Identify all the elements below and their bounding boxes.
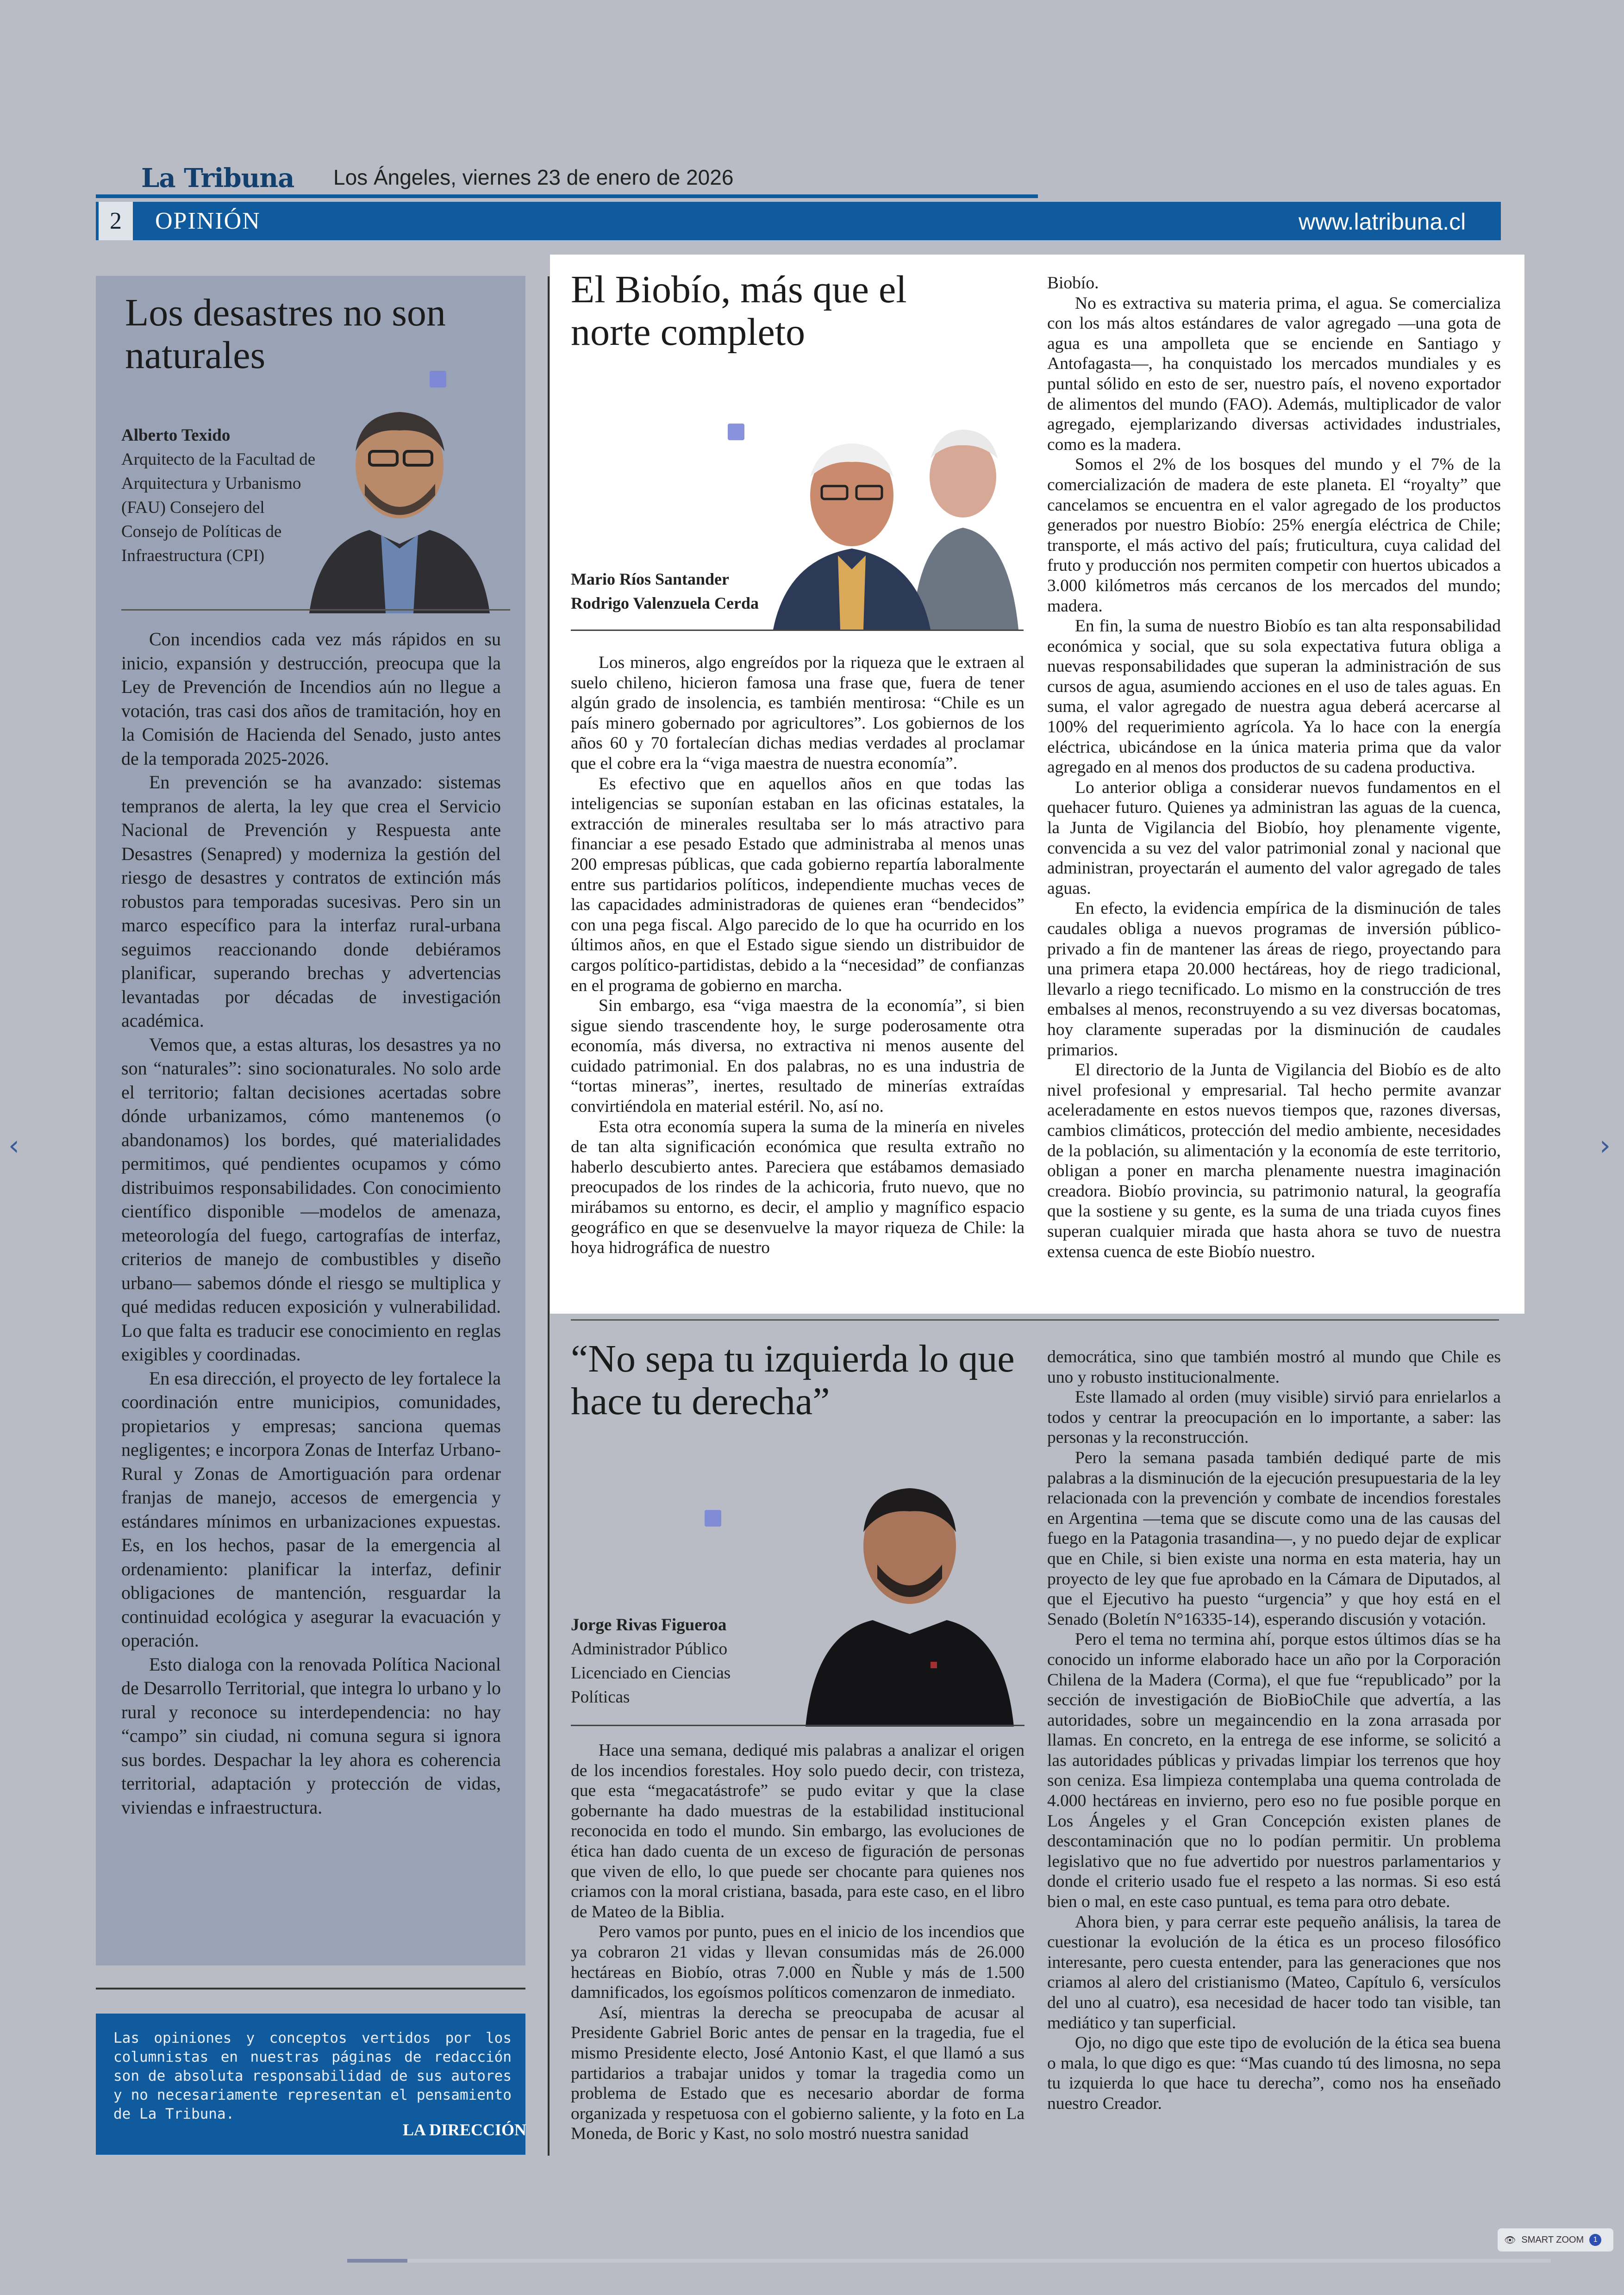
divider <box>571 1319 1499 1321</box>
article1-author: Rodrigo Valenzuela Cerda <box>571 594 759 612</box>
header-rule <box>96 194 1038 198</box>
article2-title: “No sepa tu izquierda lo que hace tu derecha” <box>571 1337 1015 1423</box>
paragraph: Así, mientras la derecha se preocupaba de acusar al Presidente Gabriel Boric antes de pensar en la tragedia, fue el mismo Presidente electo, José Antonio Kast, el que llamó a sus partidarios a trabajar unidos y tomar la tragedia como un problema de Estado que es necesario abordar de forma organizada y respetuosa con el gobierno saliente, y la foto en La Moneda, de Boric y Kast, no solo mostró nuestra sanidad <box>571 2003 1024 2144</box>
smart-zoom-button[interactable] <box>1498 2228 1613 2251</box>
article2-author-photo <box>792 1467 1025 1727</box>
paragraph: Pero vamos por punto, pues en el inicio de los incendios que ya cobraron 21 vidas y llevan consumidas más de 26.000 hectáreas en Biobío, otras 7.000 en Ñuble y más de 1.500 damnificados, los egoísmos políticos comenzaron de inmediato. <box>571 1922 1024 2002</box>
article1-body-col1 <box>571 653 1024 1258</box>
left-article-body <box>121 627 501 1819</box>
paragraph: Este llamado al orden (muy visible) sirvió para enrielarlos a todos y centrar la preocupación en lo importante, a saber: las personas y la reconstrucción. <box>1047 1388 1501 1447</box>
paragraph: Ojo, no digo que este tipo de evolución de la ética sea buena o mala, lo que digo es que: “Mas cuando tú des limosna, no sepa tu izquierda lo que hace tu derecha”, como nos ha enseñado nuestro Creador. <box>1047 2033 1501 2113</box>
paragraph: Pero el tema no termina ahí, porque estos últimos días se ha conocido un informe elaborado hace un año por la Corporación Chilena de la Madera (Corma), el que fue “republicado” por la sección de investigación de BioBioChile que advertía, a las autoridades, sobre un megaincendio en la zona arrasada por llamas. En concreto, en la entrega de ese informe, se solicitó a las autoridades públicas y privadas limpiar los terrenos que hoy son ceniza. Esa limpieza contemplaba una quema controlada de 4.000 hectáreas en invierno, pero eso no fue posible porque en Los Ángeles y el Gran Concepción existen planes de descontaminación que no lo podían permitir. Un problema legislativo que no fue advertido por nuestros parlamentarios y donde el criterio usado fue el respeto a las normas. Si eso está bien o mal, en este caso puntual, es tema para otro debate. <box>1047 1630 1501 1912</box>
previous-page-icon[interactable]: ‹ <box>8 1129 19 1162</box>
eye-icon: 👁 <box>1504 2235 1516 2245</box>
article2-author-block <box>571 1613 788 1709</box>
paragraph: Ahora bien, y para cerrar este pequeño análisis, la tarea de cuestionar la evolución de la ética es un proceso filosófico interesante, pero cuesta entender, para las generaciones que nos criamos al alero del cristianismo (Mateo, Capítulo 6, versículos del uno al cuatro), esa necesidad de hacer todo tan visible, tan mediático y tan superficial. <box>1047 1912 1501 2033</box>
article1-title: El Biobío, más que el norte completo <box>571 268 907 354</box>
article1-body-col2 <box>1047 273 1501 1262</box>
left-article-title: Los desastres no son naturales <box>125 291 446 377</box>
next-page-icon[interactable]: › <box>1599 1129 1611 1162</box>
section-bar <box>96 202 1501 240</box>
column-divider <box>548 276 550 2156</box>
paragraph: Lo anterior obliga a considerar nuevos fundamentos en el quehacer futuro. Quienes ya administran las aguas de la cuenca, la Junta de Vigilancia del Biobío, hoy plenamente vigente, convencida a su vez del valor patrimonial zonal y nacional que administran, proyectarán el aumento del valor agregado de tales aguas. <box>1047 778 1501 898</box>
paragraph: El directorio de la Junta de Vigilancia del Biobío es de alto nivel profesional y empresarial. Tal hecho permite avanzar aceleradamente en estos nuevos tiempos que, razones diversas, cambios climáticos, protección del medio ambiente, necesidades de la población, su alimentación y la economía de este territorio, obligan a poner en marcha plenamente nuestra imaginación creadora. Biobío provincia, su patrimonio natural, la geografía que la sostiene y su gente, es la suma de una triada cuyos fines superan cualquier mirada que hasta ahora se tuvo de nuestra extensa cuenca de este Biobío nuestro. <box>1047 1060 1501 1261</box>
edit-marker-icon[interactable] <box>705 1510 721 1527</box>
article2-body-col2 <box>1047 1347 1501 2114</box>
paragraph: No es extractiva su materia prima, el agua. Se comercializa con los más altos estándares de valor agregado —una gota de agua es una ampolleta que se enciende en Santiago y Antofagasta—, ha conquistado los mercados mundiales y es puntal sólido en esto de ser, nuestro país, el noveno exportador de alimentos del mundo (FAO). Además, multiplicador de valor agregado, ejemplarizando diversas actividades industriales, como es la madera. <box>1047 293 1501 454</box>
article2-author-bio: Administrador Público Licenciado en Ciencias Políticas <box>571 1640 731 1707</box>
paragraph: Biobío. <box>1047 274 1099 293</box>
paragraph: Esta otra economía supera la suma de la minería en niveles de tan alta significación económica que resulta extraño no haberlo descubierto antes. Pareciera que estábamos demasiado preocupados de los rindes de la achicoria, fruto nuevo, que no mirábamos su entorno, es decir, el amplio y magnífico espacio geográfico en que se desenvuelve la mayor riqueza de Chile: la hoya hidrográfica de nuestro <box>571 1117 1024 1258</box>
smart-zoom-label: SMART ZOOM <box>1521 2234 1584 2245</box>
divider <box>571 630 1024 631</box>
article1-authors-photo <box>745 417 1025 630</box>
edit-marker-icon[interactable] <box>430 371 446 387</box>
site-url[interactable]: www.latribuna.cl <box>1299 209 1466 235</box>
divider <box>96 1988 525 1989</box>
dateline: Los Ángeles, viernes 23 de enero de 2026 <box>333 165 734 189</box>
paragraph: Esto dialoga con la renovada Política Nacional de Desarrollo Territorial, que integra lo urbano y lo rural y reconoce su interdependencia: no hay “campo” sin ciudad, ni comuna segura si ignora sus bordes. Despachar la ley ahora es coherencia territorial, adaptación y protección de vidas, viviendas e infraestructura. <box>121 1653 501 1818</box>
paragraph: Con incendios cada vez más rápidos en su inicio, expansión y destrucción, preocupa que la Ley de Prevención de Incendios aún no llegue a votación, tras casi dos años de tramitación, hoy en la Comisión de Hacienda del Senado, justo antes de la temporada 2025-2026. <box>121 629 501 769</box>
article1-author: Mario Ríos Santander <box>571 570 729 588</box>
article1-authors <box>571 567 765 615</box>
divider <box>571 1725 1024 1726</box>
article2-author-name: Jorge Rivas Figueroa <box>571 1615 727 1634</box>
paragraph: Somos el 2% de los bosques del mundo y el 7% de la comercialización de madera de este planeta. El “royalty” que cancelamos se encuentra en el valor agregado de los productos generados por nuestro Biobío: 25% energía eléctrica de Chile; transporte, el más activo del país; fruticultura, cuya calidad del fruto y producción nos permiten competir con huertos ubicados a 3.000 kilómetros más cercanos de los mercados del mundo; madera. <box>1047 455 1501 616</box>
paragraph: Vemos que, a estas alturas, los desastres ya no son “naturales”: sino socionaturales. No solo arde el territorio; faltan decisiones acertadas sobre dónde urbanizamos, cómo mantenemos (o abandonamos) los bordes, qué materialidades permitimos, qué pendientes ocupamos y cómo distribuimos responsabilidades. Con conocimiento científico disponible —modelos de amenaza, meteorología del fuego, cartografías de interfaz, criterios de manejo de combustibles y diseño urbano— sabemos dónde el riesgo se multiplica y qué medidas reducen exposición y vulnerabilidad. Lo que falta es traducir ese conocimiento en reglas exigibles y coordinadas. <box>121 1034 501 1365</box>
paragraph: En prevención se ha avanzado: sistemas tempranos de alerta, la ley que crea el Servicio Nacional de Prevención y Respuesta ante Desastres (Senapred) y moderniza la gestión del riesgo de desastres y contratos de extinción más robustos para temporadas sucesivas. Pero sin un marco específico para la interfaz rural-urbana seguimos reaccionando donde debiéramos planificar, superando brechas y advertencias levantadas por décadas de investigación académica. <box>121 772 501 1031</box>
page-number: 2 <box>96 202 133 240</box>
paragraph: Es efectivo que en aquellos años en que todas las inteligencias se suponían estaban en las oficinas estatales, la extracción de minerales resultaba ser lo más atractivo para financiar a ese pesado Estado que administraba al menos unas 200 empresas públicas, que cada gobierno repartía laboralmente entre sus partidarios políticos, independiente muchas veces de las capacidades administradoras de quienes eran “bendecidos” con una pega fiscal. Algo parecido de lo que ha ocurrido en los últimos años, en que el Estado sigue siendo un distribuidor de cargos político-partidistas, debido a la “necesidad” de confianzas en el programa de gobierno en marcha. <box>571 774 1024 995</box>
page-progress-fill <box>347 2259 407 2263</box>
section-label: OPINIÓN <box>155 208 261 234</box>
edit-marker-icon[interactable] <box>728 424 744 440</box>
smart-zoom-badge: 1 <box>1589 2234 1601 2246</box>
disclaimer-signature: LA DIRECCIÓN <box>403 2120 527 2139</box>
newspaper-logo: La Tribuna <box>141 163 294 193</box>
article2-body-col1 <box>571 1740 1024 2144</box>
paragraph: En esa dirección, el proyecto de ley fortalece la coordinación entre municipios, comunidades, propietarios y empresas; sanciona quemas negligentes; e incorpora Zonas de Interfaz Urbano-Rural y Zonas de Amortiguación para ordenar franjas de manejo, accesos de emergencia y estándares mínimos en urbanizaciones expuestas. Es, en los hechos, pasar de la emergencia al ordenamiento: planificar la interfaz, definir obligaciones de mantención, resguardar la continuidad ecológica y asegurar la evacuación y operación. <box>121 1367 501 1651</box>
paragraph: Hace una semana, dediqué mis palabras a analizar el origen de los incendios forestales. Hoy solo puedo decir, con tristeza, que esta “megacatástrofe” se pudo evitar y que la clase gobernante ha dado muestras de la estabilidad institucional reconocida en todo el mundo. Sin embargo, las evoluciones de ética han dado cuenta de un exceso de figuración de personas que viven de ello, lo que puede ser chocante para quienes nos criamos con la moral cristiana, basada, para este caso, en el libro de Mateo de la Biblia. <box>571 1741 1024 1921</box>
paragraph: Los mineros, algo engreídos por la riqueza que le extraen al suelo chileno, hicieron famosa una frase que, fuera de tener algún grado de insolencia, es también mentirosa: “Chile es un país minero gobernado por agricultores”. Los gobiernos de los años 60 y 70 fortalecían dichas medias verdades al proclamar que el cobre era la “viga maestra de nuestra economía”. <box>571 653 1024 773</box>
left-author-bio: Arquitecto de la Facultad de Arquitectura y Urbanismo (FAU) Consejero del Consejo de Políticas de Infraestructura (CPI) <box>121 450 316 565</box>
left-author-name: Alberto Texido <box>121 426 231 445</box>
paragraph: En fin, la suma de nuestro Biobío es tan alta responsabilidad económica y social, que su sola expectativa futura obliga a nuevas responsabilidades que superan la administración de sus cursos de agua, asumiendo acciones en el uso de tales aguas. En suma, el valor agregado de nuestra agua deberá acercarse al 100% del requerimiento agrícola. Ya lo hace con la energía eléctrica, ubicándose en la única materia prima que da valor agregado en al menos dos productos de su cadena productiva. <box>1047 617 1501 777</box>
disclaimer-text: Las opiniones y conceptos vertidos por los columnistas en nuestras páginas de redacción son de absoluta responsabilidad de sus autores y no necesariamente representan el pensamiento de La Tribuna. <box>113 2030 512 2122</box>
paragraph: Sin embargo, esa “viga maestra de la economía”, si bien sigue siendo trascendente hoy, le surge poderosamente otra economía, más diversa, no extractiva ni menos ausente del cuidado patrimonial. En dos palabras, no es una industria de “tortas mineras”, inertes, resultado de minerías extraídas convirtiéndola en material estéril. No, así no. <box>571 996 1024 1116</box>
page-progress-track[interactable] <box>347 2259 1551 2263</box>
divider <box>121 609 510 611</box>
paragraph: Pero la semana pasada también dediqué parte de mis palabras a la disminución de la ejecución presupuestaria de la ley relacionada con la prevención y combate de incendios forestales en Argentina —tema que se discute como una de las causas del fuego en la Patagonia trasandina—, y no puedo dejar de explicar que en Chile, si bien existe una norma en esta materia, hay un proyecto de ley que fue aprobado en la Cámara de Diputados, al que el Ejecutivo ha puesto “urgencia” y que hoy está en el Senado (Boletín N°16335-14), esperando discusión y votación. <box>1047 1448 1501 1629</box>
left-author-photo <box>291 396 500 613</box>
paragraph: democrática, sino que también mostró al mundo que Chile es uno y robusto institucionalmente. <box>1047 1347 1501 1387</box>
paragraph: En efecto, la evidencia empírica de la disminución de tales caudales obliga a nuevos programas de inversión público-privado a fin de mantener las áreas de riego, proyectando para una primera etapa 20.000 hectáreas, hoy de riego tradicional, llevarlo a riego tecnificado. Lo mismo en la construcción de tres embalses al menos, reconstruyendo a su vez diversas bocatomas, hoy claramente superadas por la disminución de caudales primarios. <box>1047 899 1501 1060</box>
